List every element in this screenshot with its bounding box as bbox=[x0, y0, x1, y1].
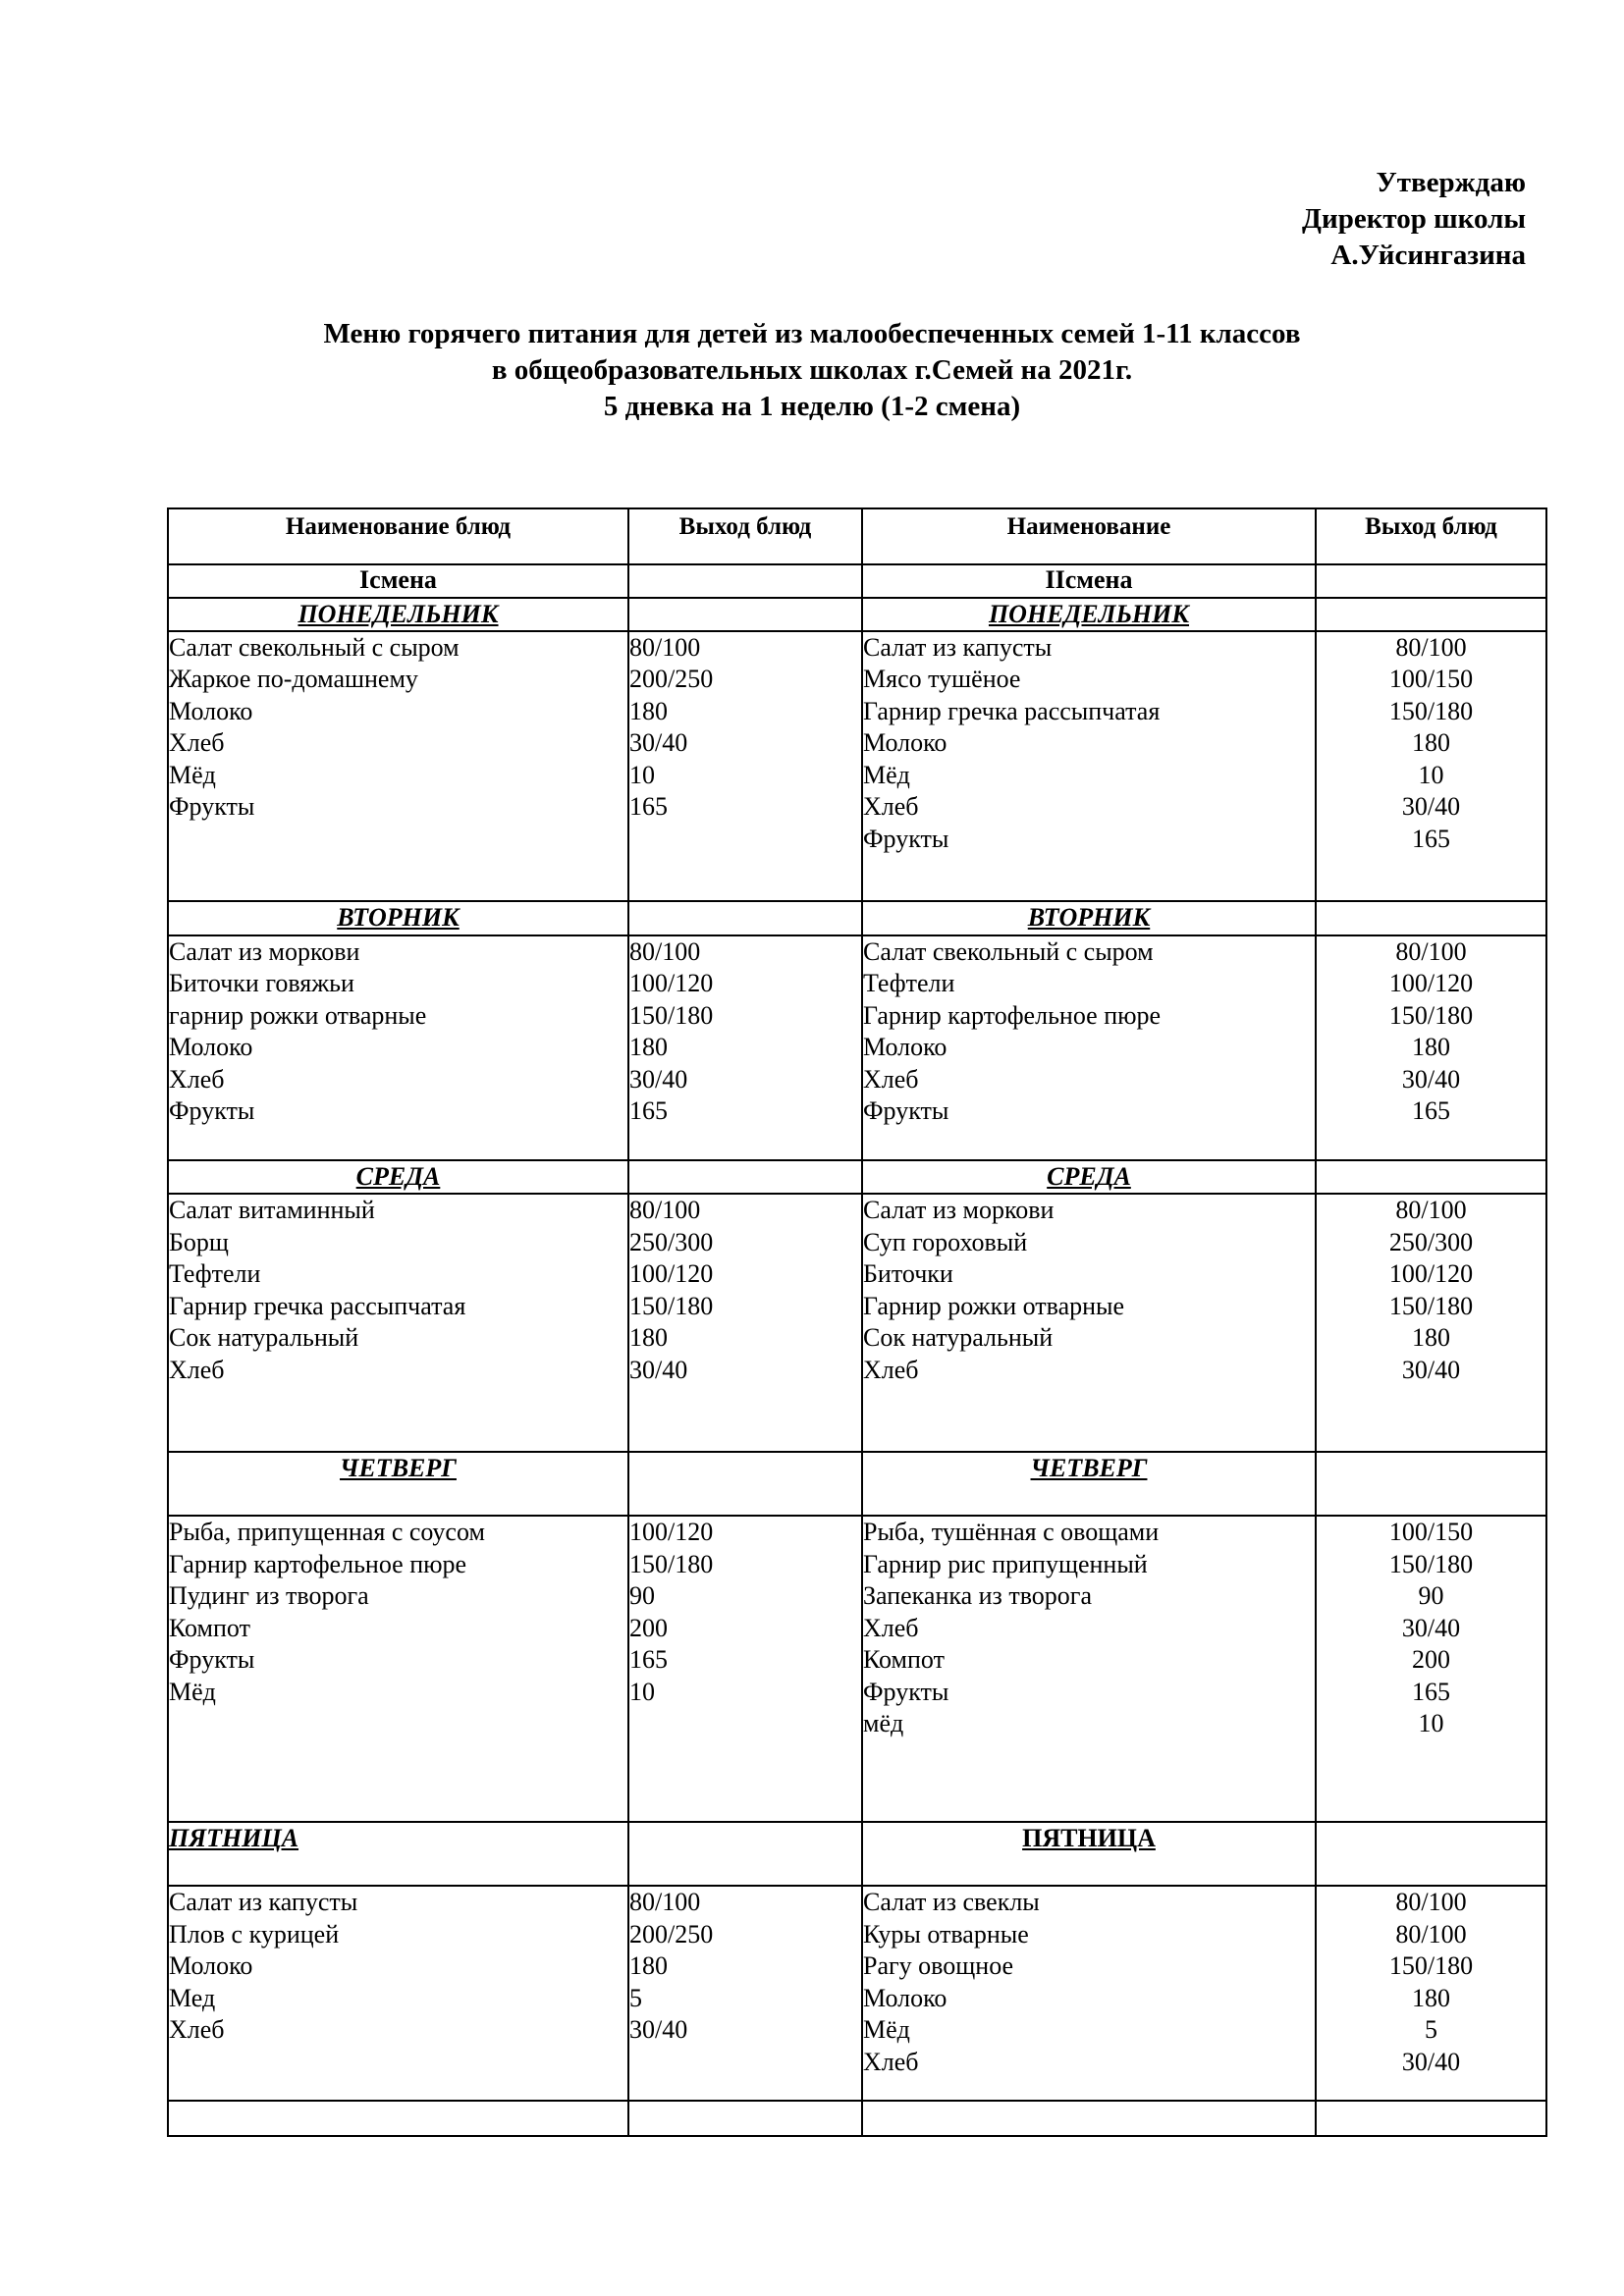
dish-yield: 80/100 bbox=[629, 632, 701, 662]
day-label: ПОНЕДЕЛЬНИК bbox=[168, 598, 628, 631]
dish-name: Жаркое по-домашнему bbox=[169, 665, 418, 694]
dish-name: Плов с курицей bbox=[169, 1919, 340, 1949]
dish-yield: 80/100 bbox=[629, 1888, 701, 1917]
empty-cell bbox=[1316, 564, 1546, 597]
dish-name: Фрукты bbox=[863, 824, 949, 853]
empty-cell bbox=[628, 1160, 862, 1194]
dish-name: Тефтели bbox=[169, 1259, 261, 1289]
approval-line: А.Уйсингазина bbox=[1330, 240, 1526, 271]
dish-yield: 150/180 bbox=[1388, 1951, 1474, 1981]
dish-name: мёд bbox=[863, 1709, 904, 1738]
dish-yield: 100/120 bbox=[1388, 969, 1474, 998]
dish-name: Мясо тушёное bbox=[863, 665, 1021, 694]
dish-list bbox=[862, 631, 1316, 902]
day-label: СРЕДА bbox=[168, 1160, 628, 1194]
dish-yield: 150/180 bbox=[1388, 1549, 1474, 1578]
dish-name: Салат из капусты bbox=[169, 1888, 358, 1917]
dish-list bbox=[168, 631, 628, 902]
dish-yield: 10 bbox=[629, 1677, 655, 1706]
dish-list bbox=[862, 1516, 1316, 1822]
dish-name: Салат свекольный с сыром bbox=[169, 632, 460, 662]
dish-name: Запеканка из творога bbox=[863, 1581, 1092, 1611]
dish-name: Хлеб bbox=[863, 2047, 919, 2076]
dish-yield: 250/300 bbox=[629, 1227, 714, 1256]
yield-list bbox=[628, 1194, 862, 1452]
dish-name: Биточки говяжьи bbox=[169, 969, 354, 998]
dish-name: Хлеб bbox=[169, 1355, 225, 1384]
dish-yield: 80/100 bbox=[1395, 1919, 1467, 1949]
yield-list bbox=[1316, 1516, 1546, 1822]
dish-name: Молоко bbox=[169, 1033, 253, 1062]
dish-yield: 150/180 bbox=[629, 1291, 714, 1320]
empty-cell bbox=[1316, 2101, 1546, 2136]
dish-name: Гарнир гречка рассыпчатая bbox=[863, 696, 1161, 725]
dish-yield: 30/40 bbox=[1401, 1355, 1461, 1384]
menu-row bbox=[168, 1886, 1546, 2100]
empty-cell bbox=[1316, 901, 1546, 934]
dish-yield: 200 bbox=[1412, 1645, 1450, 1675]
day-label: СРЕДА bbox=[862, 1160, 1316, 1194]
dish-name: Молоко bbox=[863, 728, 947, 758]
dish-name: Сок натуральный bbox=[169, 1323, 359, 1353]
approval-line: Директор школы bbox=[1302, 203, 1526, 235]
empty-cell bbox=[168, 2101, 628, 2136]
day-label: ВТОРНИК bbox=[862, 901, 1316, 934]
dish-name: Пудинг из творога bbox=[169, 1581, 369, 1611]
dish-name: Хлеб bbox=[863, 1613, 919, 1642]
dish-name: Хлеб bbox=[169, 728, 225, 758]
yield-list bbox=[628, 935, 862, 1160]
empty-cell bbox=[862, 2101, 1316, 2136]
dish-yield: 165 bbox=[629, 1096, 668, 1126]
yield-list bbox=[628, 1886, 862, 2100]
dish-yield: 10 bbox=[1418, 760, 1444, 789]
dish-name: Гарнир рис припущенный bbox=[863, 1549, 1148, 1578]
dish-list bbox=[168, 1516, 628, 1822]
menu-row bbox=[168, 935, 1546, 1160]
dish-yield: 100/120 bbox=[629, 969, 714, 998]
dish-yield: 80/100 bbox=[1395, 936, 1467, 966]
dish-yield: 100/150 bbox=[1388, 1518, 1474, 1547]
empty-cell bbox=[1316, 1160, 1546, 1194]
menu-row bbox=[168, 1194, 1546, 1452]
dish-name: Суп гороховый bbox=[863, 1227, 1028, 1256]
day-label: ЧЕТВЕРГ bbox=[862, 1452, 1316, 1516]
dish-yield: 5 bbox=[629, 1983, 642, 2012]
empty-cell bbox=[628, 901, 862, 934]
empty-cell bbox=[628, 2101, 862, 2136]
empty-cell bbox=[628, 564, 862, 597]
dish-name: Фрукты bbox=[863, 1096, 949, 1126]
empty-cell bbox=[1316, 1452, 1546, 1516]
dish-name: Салат витаминный bbox=[169, 1196, 375, 1225]
dish-yield: 150/180 bbox=[1388, 696, 1474, 725]
dish-yield: 165 bbox=[1412, 1677, 1450, 1706]
approval-line: Утверждаю bbox=[1376, 167, 1526, 198]
dish-yield: 30/40 bbox=[1401, 792, 1461, 822]
dish-name: Мёд bbox=[863, 760, 910, 789]
dish-list bbox=[862, 935, 1316, 1160]
dish-name: Мёд bbox=[863, 2015, 910, 2045]
dish-name: гарнир рожки отварные bbox=[169, 1000, 427, 1030]
empty-cell bbox=[1316, 598, 1546, 631]
title-line: в общеобразовательных школах г.Семей на 2021г. bbox=[491, 354, 1133, 386]
dish-yield: 165 bbox=[1412, 824, 1450, 853]
yield-list bbox=[628, 1516, 862, 1822]
dish-yield: 150/180 bbox=[1388, 1000, 1474, 1030]
yield-list bbox=[1316, 935, 1546, 1160]
dish-name: Гарнир рожки отварные bbox=[863, 1291, 1125, 1320]
day-row bbox=[168, 1822, 1546, 1886]
yield-list bbox=[1316, 631, 1546, 902]
dish-yield: 180 bbox=[1412, 728, 1450, 758]
dish-name: Мёд bbox=[169, 1677, 216, 1706]
yield-list bbox=[1316, 1886, 1546, 2100]
dish-yield: 10 bbox=[1418, 1709, 1444, 1738]
dish-name: Рыба, припущенная с соусом bbox=[169, 1518, 485, 1547]
dish-list bbox=[168, 1194, 628, 1452]
dish-yield: 100/120 bbox=[629, 1259, 714, 1289]
dish-yield: 180 bbox=[1412, 1323, 1450, 1353]
dish-name: Хлеб bbox=[863, 792, 919, 822]
dish-yield: 30/40 bbox=[1401, 2047, 1461, 2076]
dish-yield: 180 bbox=[629, 1323, 668, 1353]
empty-cell bbox=[628, 1452, 862, 1516]
day-row bbox=[168, 1452, 1546, 1516]
dish-yield: 30/40 bbox=[629, 1355, 688, 1384]
dish-list bbox=[862, 1194, 1316, 1452]
dish-yield: 165 bbox=[629, 792, 668, 822]
dish-name: Молоко bbox=[863, 1033, 947, 1062]
dish-name: Фрукты bbox=[169, 1645, 255, 1675]
dish-name: Молоко bbox=[863, 1983, 947, 2012]
dish-list bbox=[168, 1886, 628, 2100]
title-line: 5 дневка на 1 неделю (1-2 смена) bbox=[603, 391, 1021, 422]
dish-yield: 80/100 bbox=[629, 1196, 701, 1225]
day-label: ПОНЕДЕЛЬНИК bbox=[862, 598, 1316, 631]
dish-name: Фрукты bbox=[863, 1677, 949, 1706]
empty-cell bbox=[628, 598, 862, 631]
dish-yield: 80/100 bbox=[1395, 1196, 1467, 1225]
dish-yield: 250/300 bbox=[1388, 1227, 1474, 1256]
dish-yield: 30/40 bbox=[1401, 1613, 1461, 1642]
dish-name: Сок натуральный bbox=[863, 1323, 1054, 1353]
day-label: ВТОРНИК bbox=[168, 901, 628, 934]
yield-list bbox=[628, 631, 862, 902]
dish-name: Хлеб bbox=[169, 1064, 225, 1094]
approval-block bbox=[1302, 165, 1526, 274]
document-title bbox=[0, 316, 1624, 425]
day-label: ЧЕТВЕРГ bbox=[168, 1452, 628, 1516]
dish-name: Молоко bbox=[169, 1951, 253, 1981]
day-row bbox=[168, 901, 1546, 934]
dish-yield: 80/100 bbox=[1395, 1888, 1467, 1917]
yield-list bbox=[1316, 1194, 1546, 1452]
dish-yield: 90 bbox=[1418, 1581, 1444, 1611]
empty-cell bbox=[628, 1822, 862, 1886]
column-header: Наименование блюд bbox=[168, 508, 628, 564]
day-label: ПЯТНИЦА bbox=[168, 1822, 628, 1886]
dish-name: Молоко bbox=[169, 696, 253, 725]
dish-yield: 30/40 bbox=[629, 1064, 688, 1094]
dish-name: Мёд bbox=[169, 760, 216, 789]
title-line: Меню горячего питания для детей из малообеспеченных семей 1-11 классов bbox=[323, 318, 1301, 349]
dish-name: Тефтели bbox=[863, 969, 955, 998]
dish-yield: 150/180 bbox=[629, 1000, 714, 1030]
dish-yield: 180 bbox=[1412, 1983, 1450, 2012]
dish-name: Фрукты bbox=[169, 1096, 255, 1126]
dish-yield: 180 bbox=[629, 1033, 668, 1062]
dish-yield: 30/40 bbox=[629, 728, 688, 758]
dish-name: Мед bbox=[169, 1983, 216, 2012]
menu-row bbox=[168, 1516, 1546, 1822]
dish-yield: 165 bbox=[1412, 1096, 1450, 1126]
dish-yield: 5 bbox=[1425, 2015, 1437, 2045]
dish-name: Салат из капусты bbox=[863, 632, 1053, 662]
column-header: Выход блюд bbox=[1316, 508, 1546, 564]
dish-yield: 150/180 bbox=[629, 1549, 714, 1578]
dish-yield: 100/150 bbox=[1388, 665, 1474, 694]
dish-name: Биточки bbox=[863, 1259, 953, 1289]
dish-name: Гарнир картофельное пюре bbox=[863, 1000, 1162, 1030]
dish-yield: 80/100 bbox=[1395, 632, 1467, 662]
column-header: Выход блюд bbox=[628, 508, 862, 564]
dish-name: Куры отварные bbox=[863, 1919, 1029, 1949]
dish-name: Хлеб bbox=[863, 1064, 919, 1094]
dish-name: Борщ bbox=[169, 1227, 229, 1256]
dish-yield: 200 bbox=[629, 1613, 668, 1642]
dish-yield: 10 bbox=[629, 760, 655, 789]
dish-name: Компот bbox=[863, 1645, 945, 1675]
day-row bbox=[168, 598, 1546, 631]
dish-yield: 200/250 bbox=[629, 1919, 714, 1949]
dish-yield: 150/180 bbox=[1388, 1291, 1474, 1320]
day-label: ПЯТНИЦА bbox=[862, 1822, 1316, 1886]
dish-name: Рагу овощное bbox=[863, 1951, 1014, 1981]
dish-list bbox=[168, 935, 628, 1160]
dish-yield: 30/40 bbox=[629, 2015, 688, 2045]
dish-yield: 200/250 bbox=[629, 665, 714, 694]
dish-name: Салат из моркови bbox=[169, 936, 360, 966]
dish-yield: 165 bbox=[629, 1645, 668, 1675]
dish-yield: 100/120 bbox=[1388, 1259, 1474, 1289]
dish-name: Хлеб bbox=[863, 1355, 919, 1384]
dish-name: Компот bbox=[169, 1613, 250, 1642]
dish-name: Салат из свеклы bbox=[863, 1888, 1040, 1917]
dish-name: Салат свекольный с сыром bbox=[863, 936, 1154, 966]
day-row bbox=[168, 1160, 1546, 1194]
dish-yield: 180 bbox=[629, 1951, 668, 1981]
dish-name: Салат из моркови bbox=[863, 1196, 1055, 1225]
dish-name: Хлеб bbox=[169, 2015, 225, 2045]
shift-label: IIсмена bbox=[862, 564, 1316, 597]
header-row bbox=[168, 508, 1546, 564]
dish-name: Фрукты bbox=[169, 792, 255, 822]
dish-list bbox=[862, 1886, 1316, 2100]
dish-name: Гарнир картофельное пюре bbox=[169, 1549, 467, 1578]
empty-cell bbox=[1316, 1822, 1546, 1886]
dish-name: Рыба, тушённая с овощами bbox=[863, 1518, 1160, 1547]
menu-row bbox=[168, 631, 1546, 902]
dish-yield: 30/40 bbox=[1401, 1064, 1461, 1094]
dish-yield: 180 bbox=[1412, 1033, 1450, 1062]
dish-yield: 100/120 bbox=[629, 1518, 714, 1547]
menu-table bbox=[167, 507, 1547, 2137]
dish-yield: 90 bbox=[629, 1581, 655, 1611]
shift-label: Iсмена bbox=[168, 564, 628, 597]
column-header: Наименование bbox=[862, 508, 1316, 564]
shift-row bbox=[168, 564, 1546, 597]
dish-yield: 180 bbox=[629, 696, 668, 725]
empty-row bbox=[168, 2101, 1546, 2136]
dish-yield: 80/100 bbox=[629, 936, 701, 966]
dish-name: Гарнир гречка рассыпчатая bbox=[169, 1291, 466, 1320]
